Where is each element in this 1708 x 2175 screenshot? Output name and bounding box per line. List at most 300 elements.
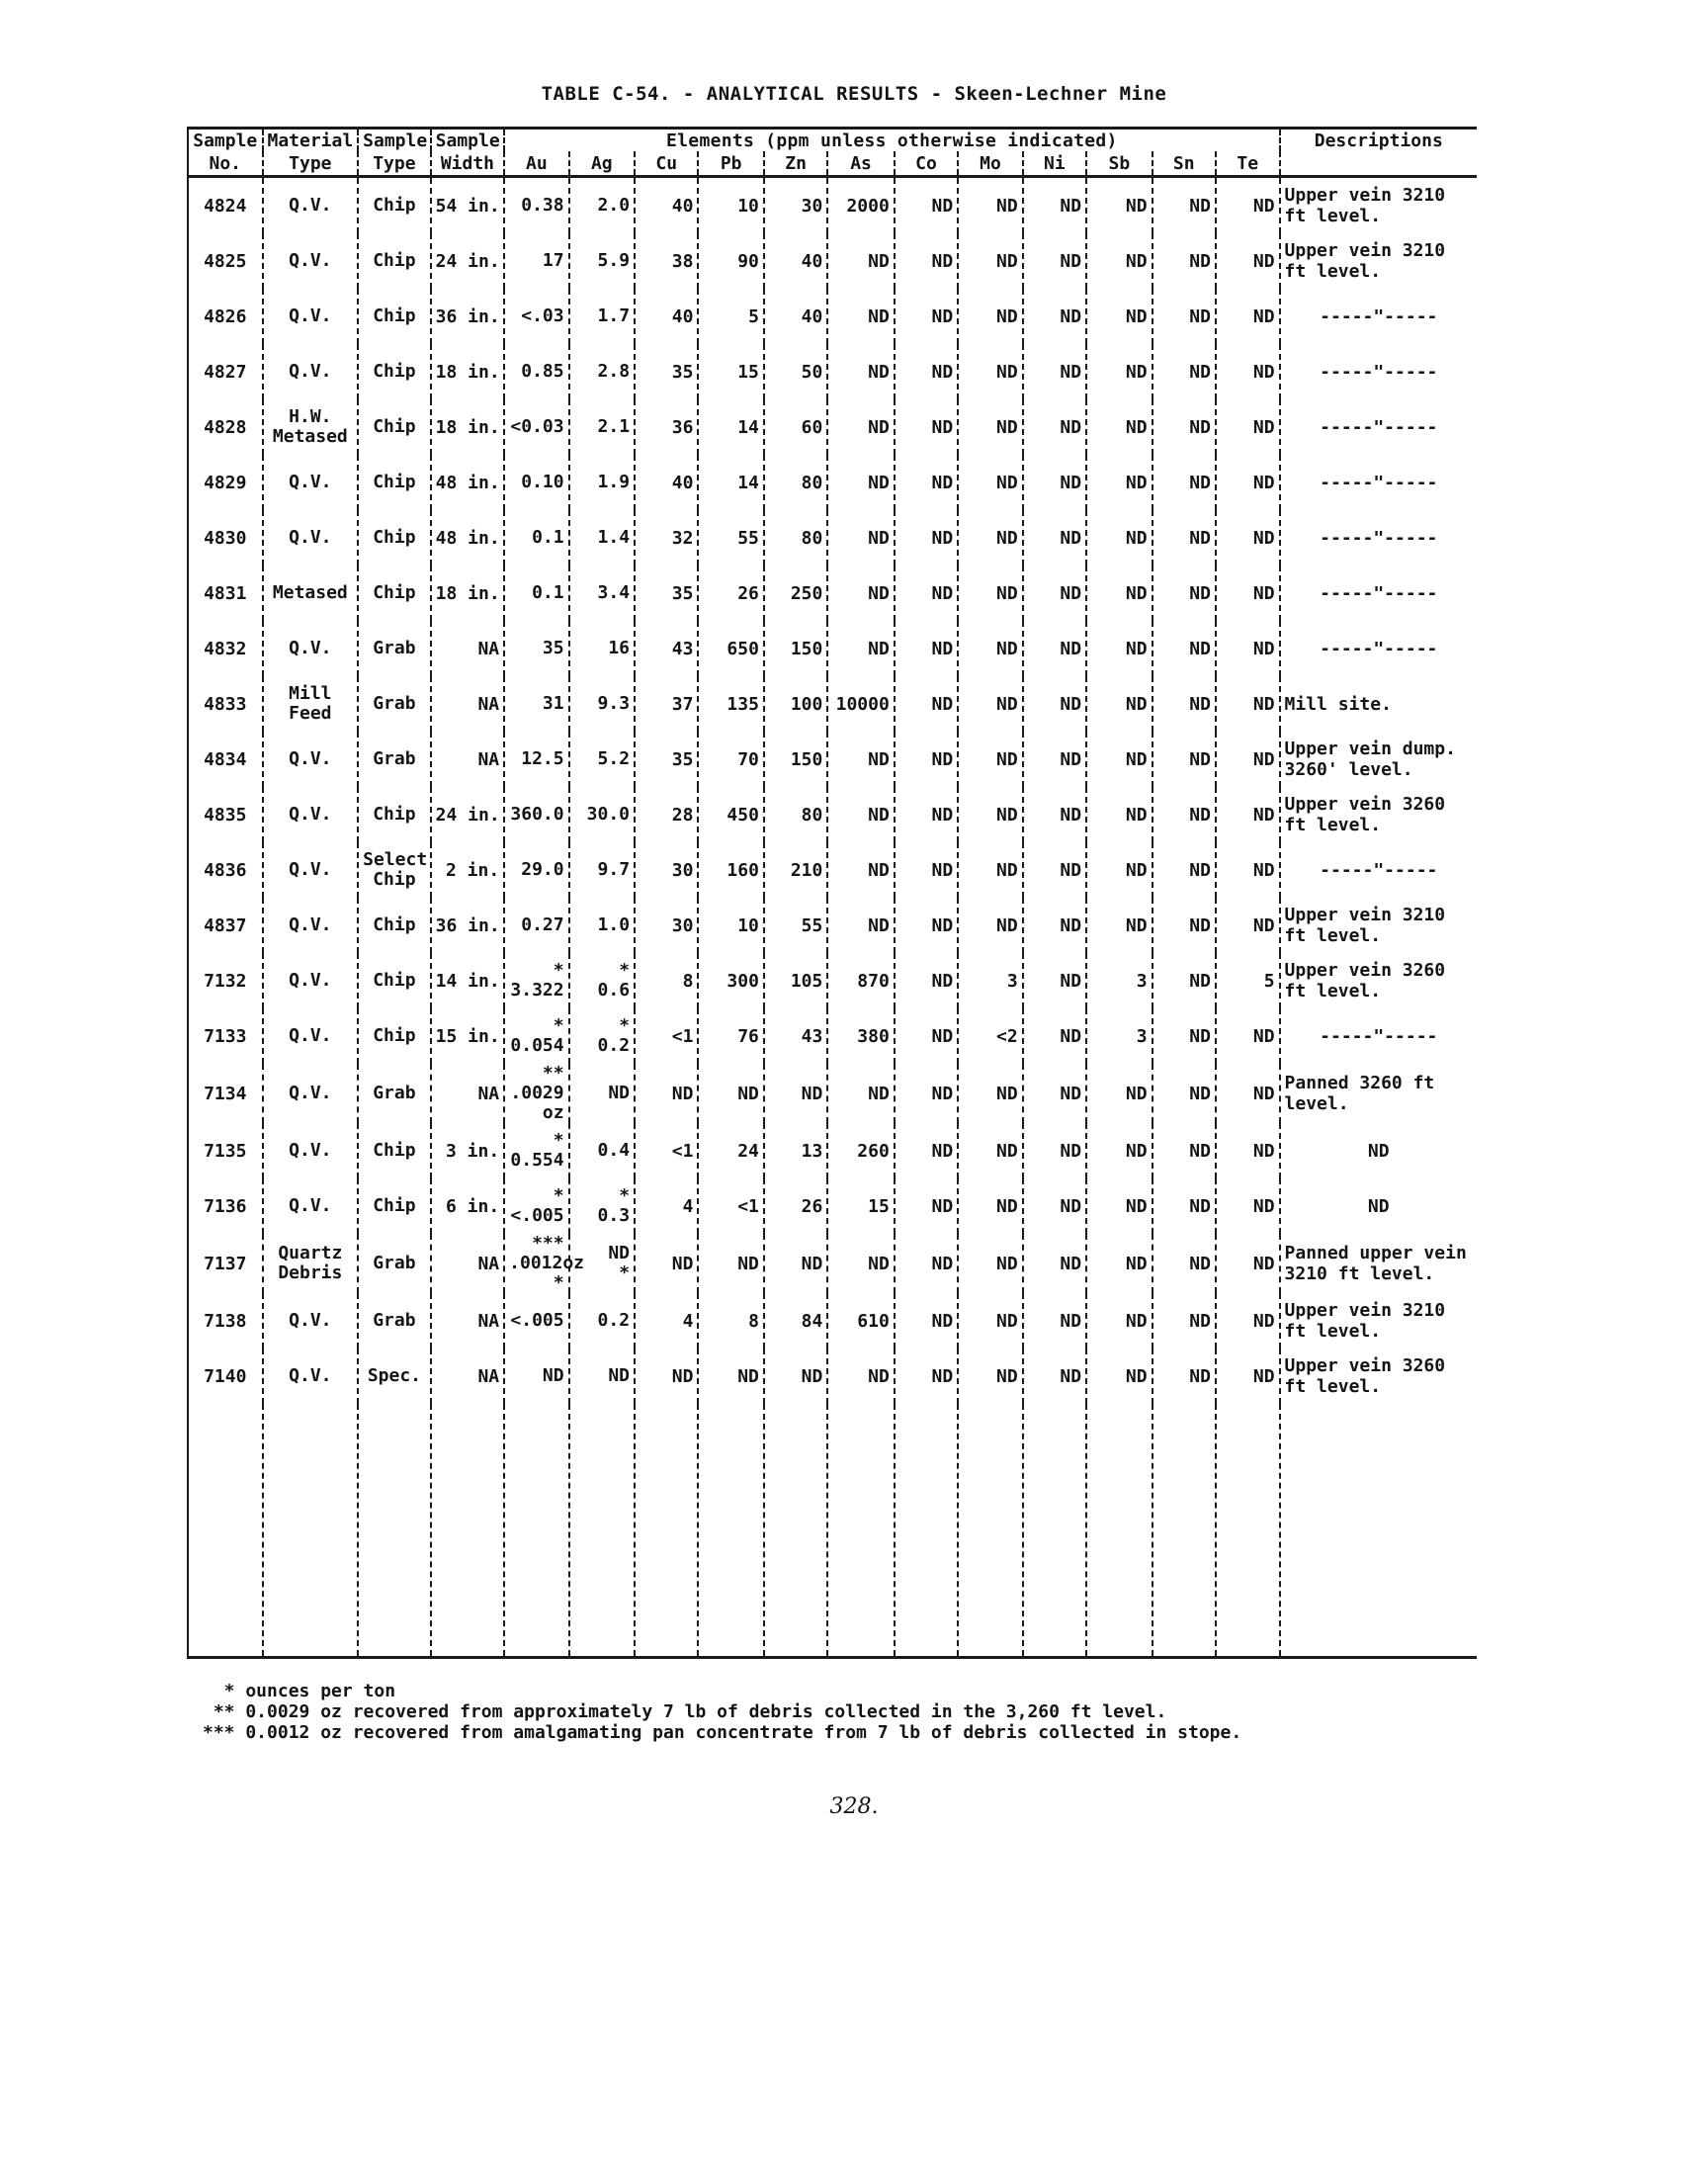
cell-as: ND <box>827 344 894 399</box>
cell-sample-no: 4832 <box>188 621 263 676</box>
cell-material-type <box>263 898 359 953</box>
cell-mo: ND <box>958 1293 1022 1348</box>
header-row-bottom <box>188 151 1477 177</box>
cell-ni: ND <box>1023 1123 1086 1178</box>
table-row <box>188 1293 1477 1348</box>
cell-sample-type-line: Chip <box>373 1195 416 1216</box>
cell-description: Panned upper vein 3210 ft level. <box>1280 1234 1477 1293</box>
cell-ni: ND <box>1023 621 1086 676</box>
cell-zn: 43 <box>764 1008 827 1064</box>
cell-sample-type <box>358 1123 431 1178</box>
cell-sample-type <box>358 399 431 455</box>
cell-mo: ND <box>958 732 1022 787</box>
table-row <box>188 621 1477 676</box>
cell-ag <box>569 1178 635 1234</box>
cell-ni: ND <box>1023 732 1086 787</box>
cell-description: ND <box>1280 1123 1477 1178</box>
cell-te: ND <box>1216 1178 1280 1234</box>
cell-ni: ND <box>1023 289 1086 344</box>
cell-pb: <1 <box>698 1178 763 1234</box>
cell-material-type-line: Q.V. <box>289 1365 332 1386</box>
cell-sn: ND <box>1153 1064 1216 1123</box>
cell-ag <box>569 953 635 1008</box>
cell-sample-type <box>358 289 431 344</box>
cell-sample-no: 4828 <box>188 399 263 455</box>
cell-sample-no: 4830 <box>188 510 263 566</box>
cell-ag <box>569 732 635 787</box>
cell-description: -----"----- <box>1280 399 1477 455</box>
cell-au-line: oz <box>542 1102 564 1123</box>
cell-material-type-line: Q.V. <box>289 250 332 271</box>
cell-sample-type-line: Chip <box>373 527 416 548</box>
cell-sn: ND <box>1153 1178 1216 1234</box>
cell-te: ND <box>1216 510 1280 566</box>
cell-te: ND <box>1216 787 1280 842</box>
cell-material-type <box>263 510 359 566</box>
cell-sample-type <box>358 842 431 898</box>
cell-sample-no: 7140 <box>188 1348 263 1404</box>
cell-ag-line: 1.0 <box>597 914 631 935</box>
cell-sn: ND <box>1153 233 1216 289</box>
cell-sample-width: 14 in. <box>431 953 505 1008</box>
cell-description: Mill site. <box>1280 676 1477 732</box>
cell-sample-width: 18 in. <box>431 399 505 455</box>
cell-sn: ND <box>1153 177 1216 234</box>
cell-pb: ND <box>698 1348 763 1404</box>
cell-sample-type-line: Grab <box>373 693 416 714</box>
cell-as: 870 <box>827 953 894 1008</box>
table-row <box>188 787 1477 842</box>
cell-material-type-line: Q.V. <box>289 527 332 548</box>
cell-mo: ND <box>958 1064 1022 1123</box>
cell-ag-line: 2.1 <box>597 416 631 437</box>
cell-te: ND <box>1216 177 1280 234</box>
cell-ag <box>569 233 635 289</box>
filler-cell <box>504 1404 568 1658</box>
cell-ag-line: 0.6 <box>597 980 631 1000</box>
cell-pb: 160 <box>698 842 763 898</box>
cell-au-line: 0.554 <box>510 1150 564 1171</box>
cell-material-type <box>263 1064 359 1123</box>
cell-material-type-line: Q.V. <box>289 1025 332 1046</box>
cell-ag-line: * <box>619 1262 631 1283</box>
cell-ni: ND <box>1023 787 1086 842</box>
cell-au-line: <.005 <box>510 1205 564 1226</box>
cell-au-line: 0.85 <box>521 361 564 382</box>
table-row <box>188 233 1477 289</box>
cell-ag-line: ND <box>608 1243 631 1263</box>
cell-te: ND <box>1216 898 1280 953</box>
cell-material-type-line: Q.V. <box>289 361 332 382</box>
cell-mo: <2 <box>958 1008 1022 1064</box>
cell-as: 10000 <box>827 676 894 732</box>
cell-sn: ND <box>1153 787 1216 842</box>
table-row <box>188 1234 1477 1293</box>
cell-sb: 3 <box>1086 953 1152 1008</box>
cell-ag-line: 5.2 <box>597 748 631 769</box>
cell-au-line: * <box>553 1272 564 1293</box>
cell-pb: 55 <box>698 510 763 566</box>
cell-cu: 30 <box>635 842 698 898</box>
cell-co: ND <box>895 510 958 566</box>
cell-te: ND <box>1216 233 1280 289</box>
cell-mo: ND <box>958 842 1022 898</box>
cell-description: Upper vein 3210 ft level. <box>1280 177 1477 234</box>
cell-sample-width: 18 in. <box>431 566 505 621</box>
cell-zn: 50 <box>764 344 827 399</box>
cell-material-type-line: Q.V. <box>289 1083 332 1103</box>
cell-pb: 10 <box>698 898 763 953</box>
cell-zn: ND <box>764 1348 827 1404</box>
cell-sn: ND <box>1153 1234 1216 1293</box>
cell-description: -----"----- <box>1280 510 1477 566</box>
table-row <box>188 1178 1477 1234</box>
cell-ag-line: 1.7 <box>597 305 631 326</box>
cell-sample-type <box>358 1064 431 1123</box>
cell-material-type-line: Q.V. <box>289 1195 332 1216</box>
filler-cell <box>827 1404 894 1658</box>
cell-ni: ND <box>1023 510 1086 566</box>
cell-as: ND <box>827 399 894 455</box>
cell-sample-no: 4834 <box>188 732 263 787</box>
cell-sample-type <box>358 676 431 732</box>
cell-pb: ND <box>698 1234 763 1293</box>
cell-co: ND <box>895 732 958 787</box>
cell-ag <box>569 1008 635 1064</box>
cell-ag-line: ND <box>608 1365 631 1386</box>
header-row-top <box>188 129 1477 152</box>
cell-mo: ND <box>958 289 1022 344</box>
cell-co: ND <box>895 344 958 399</box>
cell-ni: ND <box>1023 676 1086 732</box>
cell-au <box>504 1233 585 1293</box>
cell-sample-width: NA <box>431 621 505 676</box>
filler-cell <box>958 1404 1022 1658</box>
cell-sample-type <box>358 1348 431 1404</box>
cell-sb: ND <box>1086 1234 1152 1293</box>
cell-au-line: 0.38 <box>521 195 564 216</box>
cell-sb: ND <box>1086 621 1152 676</box>
cell-material-type <box>263 676 359 732</box>
cell-cu: 30 <box>635 898 698 953</box>
cell-mo: ND <box>958 455 1022 510</box>
cell-material-type <box>263 1348 359 1404</box>
cell-material-type <box>263 233 359 289</box>
cell-au-line: 35 <box>542 638 564 658</box>
cell-ag <box>569 344 635 399</box>
cell-au <box>504 953 568 1008</box>
cell-pb: 8 <box>698 1293 763 1348</box>
cell-pb: 70 <box>698 732 763 787</box>
cell-pb: 24 <box>698 1123 763 1178</box>
cell-material-type <box>263 842 359 898</box>
cell-material-type <box>263 289 359 344</box>
cell-sample-no: 4824 <box>188 177 263 234</box>
cell-material-type-line: Metased <box>272 426 348 447</box>
cell-co: ND <box>895 787 958 842</box>
cell-sn: ND <box>1153 510 1216 566</box>
header-sample-width-bottom: Width <box>431 151 505 177</box>
header-sample-type-bottom: Type <box>358 151 431 177</box>
cell-te: ND <box>1216 566 1280 621</box>
cell-cu: <1 <box>635 1123 698 1178</box>
cell-au-line: 0.1 <box>532 527 564 548</box>
cell-material-type-line: Q.V. <box>289 970 332 991</box>
cell-as: 2000 <box>827 177 894 234</box>
cell-zn: 60 <box>764 399 827 455</box>
cell-material-type <box>263 787 359 842</box>
cell-ni: ND <box>1023 953 1086 1008</box>
header-element-pb: Pb <box>698 151 763 177</box>
filler-cell <box>764 1404 827 1658</box>
cell-mo: ND <box>958 676 1022 732</box>
cell-mo: ND <box>958 621 1022 676</box>
analytical-results-table <box>187 127 1477 1659</box>
cell-au-line: ND <box>542 1365 564 1386</box>
cell-cu: <1 <box>635 1008 698 1064</box>
cell-sb: ND <box>1086 842 1152 898</box>
cell-zn: 80 <box>764 787 827 842</box>
cell-sample-width: NA <box>431 676 505 732</box>
cell-sample-type-line: Chip <box>373 914 416 935</box>
cell-sn: ND <box>1153 344 1216 399</box>
cell-material-type <box>263 566 359 621</box>
cell-au <box>504 344 568 399</box>
cell-description: Upper vein 3210 ft level. <box>1280 233 1477 289</box>
cell-sample-no: 7138 <box>188 1293 263 1348</box>
cell-material-type-line: Q.V. <box>289 195 332 216</box>
cell-material-type-line: Q.V. <box>289 305 332 326</box>
cell-material-type <box>263 1008 359 1064</box>
table-body <box>188 177 1477 1658</box>
filler-cell <box>431 1404 505 1658</box>
cell-cu: 40 <box>635 455 698 510</box>
header-elements-group: Elements (ppm unless otherwise indicated) <box>504 129 1279 152</box>
cell-au <box>504 621 568 676</box>
cell-ni: ND <box>1023 1008 1086 1064</box>
cell-mo: ND <box>958 344 1022 399</box>
table-row <box>188 177 1477 234</box>
cell-zn: 80 <box>764 455 827 510</box>
cell-sn: ND <box>1153 842 1216 898</box>
cell-ag <box>569 455 635 510</box>
cell-ag-line: 9.3 <box>597 693 631 714</box>
cell-ag-line: 9.7 <box>597 859 631 880</box>
cell-sample-no: 7136 <box>188 1178 263 1234</box>
cell-material-type-line: Q.V. <box>289 638 332 658</box>
cell-sample-type <box>358 621 431 676</box>
filler-cell <box>1216 1404 1280 1658</box>
cell-cu: 32 <box>635 510 698 566</box>
cell-zn: 80 <box>764 510 827 566</box>
cell-sample-type-line: Select <box>363 849 428 870</box>
cell-mo: ND <box>958 177 1022 234</box>
cell-material-type-line: H.W. <box>289 406 332 427</box>
cell-material-type-line: Metased <box>272 582 348 603</box>
cell-description: ND <box>1280 1178 1477 1234</box>
header-element-co: Co <box>895 151 958 177</box>
cell-mo: ND <box>958 233 1022 289</box>
cell-sb: ND <box>1086 399 1152 455</box>
cell-au-line: 0.054 <box>510 1035 564 1056</box>
cell-te: ND <box>1216 1064 1280 1123</box>
cell-sample-width: 6 in. <box>431 1178 505 1234</box>
cell-mo: ND <box>958 510 1022 566</box>
cell-au <box>504 676 568 732</box>
cell-ag <box>569 1064 635 1123</box>
cell-sample-width: 15 in. <box>431 1008 505 1064</box>
cell-au <box>504 566 568 621</box>
cell-sn: ND <box>1153 399 1216 455</box>
cell-cu: 8 <box>635 953 698 1008</box>
cell-ag <box>569 1348 635 1404</box>
cell-as: ND <box>827 510 894 566</box>
cell-sample-no: 4825 <box>188 233 263 289</box>
header-element-ni: Ni <box>1023 151 1086 177</box>
table-row <box>188 898 1477 953</box>
table-row <box>188 399 1477 455</box>
cell-te: ND <box>1216 842 1280 898</box>
cell-au <box>504 1008 568 1064</box>
cell-ni: ND <box>1023 233 1086 289</box>
header-element-sn: Sn <box>1153 151 1216 177</box>
cell-material-type-line: Mill <box>289 683 332 704</box>
table-row <box>188 732 1477 787</box>
cell-material-type-line: Q.V. <box>289 804 332 825</box>
cell-zn: 26 <box>764 1178 827 1234</box>
header-descriptions: Descriptions <box>1280 129 1477 152</box>
cell-ni: ND <box>1023 1178 1086 1234</box>
cell-te: ND <box>1216 399 1280 455</box>
cell-mo: 3 <box>958 953 1022 1008</box>
cell-sn: ND <box>1153 455 1216 510</box>
cell-ag <box>569 399 635 455</box>
cell-sample-no: 4829 <box>188 455 263 510</box>
cell-co: ND <box>895 1008 958 1064</box>
cell-material-type <box>263 455 359 510</box>
cell-sb: ND <box>1086 233 1152 289</box>
cell-ni: ND <box>1023 898 1086 953</box>
cell-zn: 100 <box>764 676 827 732</box>
cell-co: ND <box>895 177 958 234</box>
cell-sample-no: 4833 <box>188 676 263 732</box>
header-element-sb: Sb <box>1086 151 1152 177</box>
cell-co: ND <box>895 566 958 621</box>
cell-co: ND <box>895 399 958 455</box>
cell-pb: 10 <box>698 177 763 234</box>
cell-co: ND <box>895 676 958 732</box>
cell-ag <box>569 842 635 898</box>
cell-zn: 250 <box>764 566 827 621</box>
cell-material-type-line: Feed <box>289 703 332 724</box>
cell-cu: 36 <box>635 399 698 455</box>
cell-ag <box>569 898 635 953</box>
cell-material-type <box>263 953 359 1008</box>
filler-cell <box>1153 1404 1216 1658</box>
cell-description: -----"----- <box>1280 289 1477 344</box>
cell-sample-no: 7135 <box>188 1123 263 1178</box>
cell-pb: 135 <box>698 676 763 732</box>
cell-pb: 90 <box>698 233 763 289</box>
cell-sn: ND <box>1153 566 1216 621</box>
cell-sample-type-line: Chip <box>373 1140 416 1161</box>
cell-te: ND <box>1216 1348 1280 1404</box>
cell-description: -----"----- <box>1280 621 1477 676</box>
cell-sample-type-line: Chip <box>373 250 416 271</box>
cell-ag-line: 3.4 <box>597 582 631 603</box>
cell-sample-type-line: Chip <box>373 804 416 825</box>
footnote-ounces-per-ton: * ounces per ton <box>203 1681 396 1701</box>
cell-ag-line: 5.9 <box>597 250 631 271</box>
cell-ag <box>569 177 635 234</box>
cell-co: ND <box>895 898 958 953</box>
cell-description: -----"----- <box>1280 455 1477 510</box>
cell-te: ND <box>1216 1123 1280 1178</box>
cell-ni: ND <box>1023 344 1086 399</box>
cell-ag <box>569 621 635 676</box>
cell-material-type <box>263 1178 359 1234</box>
cell-sample-type <box>358 732 431 787</box>
cell-au-line: *** <box>532 1233 564 1254</box>
cell-pb: 450 <box>698 787 763 842</box>
cell-sn: ND <box>1153 289 1216 344</box>
cell-ag-line: 0.4 <box>597 1140 631 1161</box>
cell-ag-line: 1.4 <box>597 527 631 548</box>
cell-material-type <box>263 1293 359 1348</box>
cell-sb: ND <box>1086 344 1152 399</box>
cell-co: ND <box>895 621 958 676</box>
cell-au-line: 31 <box>542 693 564 714</box>
cell-mo: ND <box>958 1123 1022 1178</box>
cell-au-line: ** <box>542 1063 564 1084</box>
cell-ni: ND <box>1023 1064 1086 1123</box>
cell-zn: 40 <box>764 233 827 289</box>
cell-sample-type-line: Chip <box>373 195 416 216</box>
cell-sn: ND <box>1153 1123 1216 1178</box>
cell-zn: 40 <box>764 289 827 344</box>
cell-sample-width: NA <box>431 732 505 787</box>
cell-ag <box>569 1123 635 1178</box>
cell-ag-line: 1.9 <box>597 472 631 492</box>
cell-ni: ND <box>1023 1348 1086 1404</box>
table-title: TABLE C-54. - ANALYTICAL RESULTS - Skeen-Lechner Mine <box>541 83 1167 105</box>
cell-co: ND <box>895 1293 958 1348</box>
cell-as: ND <box>827 233 894 289</box>
cell-au <box>504 455 568 510</box>
cell-au <box>504 399 568 455</box>
footnote-double-asterisk: ** 0.0029 oz recovered from approximately 7 lb of debris collected in the 3,260 ft level. <box>203 1701 1167 1722</box>
cell-au <box>504 1178 568 1234</box>
cell-mo: ND <box>958 399 1022 455</box>
cell-sample-type-line: Grab <box>373 748 416 769</box>
header-element-ag: Ag <box>569 151 635 177</box>
cell-co: ND <box>895 455 958 510</box>
cell-sn: ND <box>1153 676 1216 732</box>
cell-pb: 15 <box>698 344 763 399</box>
cell-as: 610 <box>827 1293 894 1348</box>
cell-ag <box>569 566 635 621</box>
cell-co: ND <box>895 1064 958 1123</box>
cell-sn: ND <box>1153 953 1216 1008</box>
cell-mo: ND <box>958 1348 1022 1404</box>
cell-sample-no: 4835 <box>188 787 263 842</box>
cell-sample-type <box>358 510 431 566</box>
cell-sample-type <box>358 1234 431 1293</box>
cell-sample-width: 2 in. <box>431 842 505 898</box>
cell-pb: 5 <box>698 289 763 344</box>
cell-sb: ND <box>1086 1064 1152 1123</box>
cell-mo: ND <box>958 898 1022 953</box>
